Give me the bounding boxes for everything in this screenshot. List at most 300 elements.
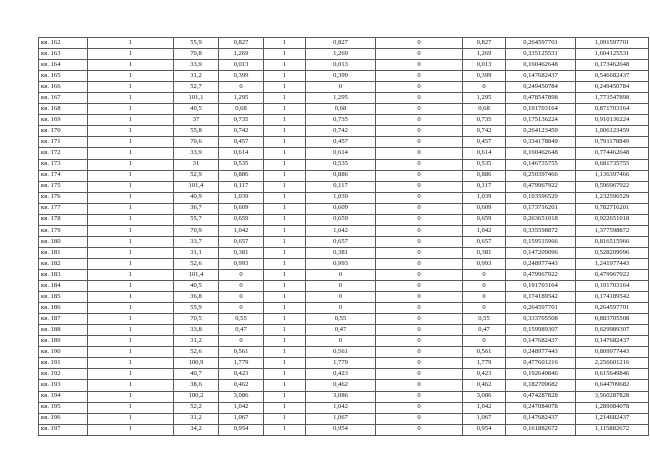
table-cell: 0 — [376, 49, 463, 60]
apartment-cell: кв. 178 — [39, 214, 88, 225]
table-cell: 0,247084078 — [506, 402, 576, 413]
table-cell: 1 — [88, 247, 174, 258]
table-cell: 0 — [219, 303, 264, 314]
table-cell: 1 — [88, 380, 174, 391]
table-cell: 1 — [264, 292, 306, 303]
apartment-cell: кв. 164 — [39, 60, 88, 71]
table-cell: 0,774462648 — [576, 148, 649, 159]
table-cell: 1 — [264, 104, 306, 115]
table-cell: 0,954 — [463, 424, 506, 435]
table-cell: 1 — [88, 93, 174, 104]
table-cell: 1,779 — [219, 358, 264, 369]
table-row — [39, 115, 649, 126]
table-cell: 33,7 — [174, 236, 219, 247]
table-cell: 0,735 — [306, 115, 376, 126]
table-cell: 1,269 — [219, 49, 264, 60]
table-cell: 0,886 — [463, 170, 506, 181]
table-cell: 1 — [88, 325, 174, 336]
table-cell: 0 — [219, 281, 264, 292]
table-cell: 0,644709682 — [576, 380, 649, 391]
table-cell: 0 — [376, 258, 463, 269]
table-cell: 0,462 — [219, 380, 264, 391]
table-cell: 0,160462648 — [506, 148, 576, 159]
table-cell: 0 — [376, 38, 463, 49]
apartment-cell: кв. 171 — [39, 137, 88, 148]
table-cell: 0,174189542 — [506, 292, 576, 303]
table-cell: 0,657 — [306, 236, 376, 247]
table-cell: 0,173462648 — [576, 60, 649, 71]
table-cell: 1 — [264, 82, 306, 93]
table-cell: 3,086 — [219, 391, 264, 402]
table-cell: 0,47 — [219, 325, 264, 336]
table-cell: 0,68 — [219, 104, 264, 115]
table-cell: 1,042 — [306, 225, 376, 236]
table-cell: 0,117 — [219, 181, 264, 192]
table-cell: 70,5 — [174, 314, 219, 325]
table-cell: 0,335598872 — [506, 225, 576, 236]
table-row — [39, 60, 649, 71]
table-cell: 36,8 — [174, 292, 219, 303]
table-cell: 0,264597701 — [576, 303, 649, 314]
table-cell: 0,681735755 — [576, 159, 649, 170]
table-cell: 0 — [219, 336, 264, 347]
table-row — [39, 380, 649, 391]
table-cell: 0,809977443 — [576, 347, 649, 358]
table-cell: 0 — [376, 247, 463, 258]
table-cell: 1 — [88, 192, 174, 203]
table-cell: 101,1 — [174, 93, 219, 104]
table-cell: 31,1 — [174, 247, 219, 258]
table-row — [39, 303, 649, 314]
table-cell: 0,147682437 — [576, 336, 649, 347]
apartment-cell: кв. 180 — [39, 236, 88, 247]
table-cell: 0,263651018 — [506, 214, 576, 225]
table-cell: 0 — [376, 181, 463, 192]
table-cell: 1 — [88, 336, 174, 347]
table-cell: 0,615649846 — [576, 369, 649, 380]
table-cell: 0,993 — [463, 258, 506, 269]
table-cell: 0,742 — [306, 126, 376, 137]
table-cell: 1 — [264, 258, 306, 269]
table-cell: 0 — [463, 303, 506, 314]
table-cell: 0,657 — [463, 236, 506, 247]
table-cell: 0,609 — [219, 203, 264, 214]
table-cell: 1 — [264, 358, 306, 369]
table-cell: 1,042 — [463, 225, 506, 236]
table-cell: 0 — [306, 281, 376, 292]
table-cell: 0,333705508 — [506, 314, 576, 325]
table-cell: 1 — [88, 38, 174, 49]
table-cell: 1 — [264, 303, 306, 314]
table-cell: 70,9 — [174, 225, 219, 236]
table-cell: 0 — [376, 214, 463, 225]
table-cell: 0 — [376, 424, 463, 435]
apartment-cell: кв. 168 — [39, 104, 88, 115]
table-cell: 1 — [264, 281, 306, 292]
table-cell: 0,614 — [463, 148, 506, 159]
table-cell: 0 — [376, 303, 463, 314]
apartment-cell: кв. 175 — [39, 181, 88, 192]
table-cell: 1,042 — [306, 402, 376, 413]
table-cell: 1 — [264, 159, 306, 170]
table-cell: 0,479967922 — [506, 181, 576, 192]
table-row — [39, 292, 649, 303]
table-row — [39, 358, 649, 369]
table-cell: 1 — [88, 347, 174, 358]
table-cell: 1 — [264, 71, 306, 82]
table-cell: 1 — [88, 126, 174, 137]
table-cell: 0 — [219, 269, 264, 280]
apartment-cell: кв. 189 — [39, 336, 88, 347]
table-cell: 2,256601216 — [576, 358, 649, 369]
apartment-cell: кв. 196 — [39, 413, 88, 424]
table-cell: 0,609 — [463, 203, 506, 214]
table-cell: 0,816515966 — [576, 236, 649, 247]
table-row — [39, 236, 649, 247]
table-cell: 0,886 — [219, 170, 264, 181]
table-cell: 0,147209096 — [506, 247, 576, 258]
apartment-cell: кв. 165 — [39, 71, 88, 82]
table-cell: 0,264123459 — [506, 126, 576, 137]
table-cell: 1 — [264, 148, 306, 159]
table-cell: 0,264597701 — [506, 38, 576, 49]
table-row — [39, 336, 649, 347]
table-cell: 1 — [88, 82, 174, 93]
apartment-cell: кв. 176 — [39, 192, 88, 203]
table-cell: 0,68 — [463, 104, 506, 115]
table-cell: 0 — [376, 93, 463, 104]
table-cell: 0 — [376, 104, 463, 115]
table-cell: 1,289084078 — [576, 402, 649, 413]
table-cell: 1 — [88, 236, 174, 247]
table-row — [39, 402, 649, 413]
data-table — [38, 37, 649, 436]
table-cell: 1,377598872 — [576, 225, 649, 236]
apartment-cell: кв. 169 — [39, 115, 88, 126]
table-cell: 0,423 — [306, 369, 376, 380]
table-cell: 55,9 — [174, 38, 219, 49]
table-cell: 1 — [264, 325, 306, 336]
table-cell: 100,9 — [174, 358, 219, 369]
table-cell: 0,159515966 — [506, 236, 576, 247]
table-cell: 0,609 — [306, 203, 376, 214]
table-cell: 0 — [376, 402, 463, 413]
table-cell: 0 — [376, 358, 463, 369]
table-cell: 1,269 — [306, 49, 376, 60]
table-cell: 1 — [264, 247, 306, 258]
table-cell: 31,2 — [174, 413, 219, 424]
table-cell: 1,006123459 — [576, 126, 649, 137]
table-cell: 1 — [88, 115, 174, 126]
apartment-cell: кв. 177 — [39, 203, 88, 214]
table-cell: 0,993 — [219, 258, 264, 269]
table-cell: 101,4 — [174, 181, 219, 192]
table-cell: 3,086 — [306, 391, 376, 402]
apartment-cell: кв. 179 — [39, 225, 88, 236]
table-cell: 0,561 — [306, 347, 376, 358]
table-cell: 1 — [264, 93, 306, 104]
table-cell: 0 — [376, 292, 463, 303]
table-cell: 1,039 — [219, 192, 264, 203]
table-row — [39, 369, 649, 380]
table-cell: 0,250397466 — [506, 170, 576, 181]
apartment-cell: кв. 181 — [39, 247, 88, 258]
table-cell: 0,457 — [306, 137, 376, 148]
apartment-cell: кв. 166 — [39, 82, 88, 93]
table-row — [39, 391, 649, 402]
table-cell: 0 — [376, 336, 463, 347]
table-cell: 0,161882672 — [506, 424, 576, 435]
table-cell: 0,474287828 — [506, 391, 576, 402]
table-cell: 1,779 — [306, 358, 376, 369]
table-cell: 52,6 — [174, 347, 219, 358]
apartment-cell: кв. 191 — [39, 358, 88, 369]
apartment-cell: кв. 167 — [39, 93, 88, 104]
table-cell: 0,457 — [219, 137, 264, 148]
table-cell: 1,773547898 — [576, 93, 649, 104]
apartment-cell: кв. 195 — [39, 402, 88, 413]
table-cell: 0,629989307 — [576, 325, 649, 336]
table-cell: 52,7 — [174, 82, 219, 93]
table-cell: 33,9 — [174, 60, 219, 71]
apartment-cell: кв. 190 — [39, 347, 88, 358]
table-cell: 1 — [88, 104, 174, 115]
table-cell: 1 — [264, 413, 306, 424]
table-cell: 1,269 — [463, 49, 506, 60]
table-cell: 1 — [88, 303, 174, 314]
table-row — [39, 214, 649, 225]
table-cell: 1 — [264, 347, 306, 358]
table-cell: 1,067 — [463, 413, 506, 424]
table-row — [39, 49, 649, 60]
table-cell: 0 — [376, 71, 463, 82]
table-cell: 0 — [376, 137, 463, 148]
table-cell: 1 — [264, 115, 306, 126]
table-cell: 33,9 — [174, 148, 219, 159]
table-cell: 0,535 — [219, 159, 264, 170]
table-cell: 52,9 — [174, 170, 219, 181]
table-cell: 1 — [88, 159, 174, 170]
table-cell: 1 — [88, 181, 174, 192]
table-cell: 0 — [376, 115, 463, 126]
table-cell: 1 — [264, 49, 306, 60]
table-cell: 0,954 — [219, 424, 264, 435]
table-cell: 0,117 — [306, 181, 376, 192]
table-row — [39, 93, 649, 104]
table-cell: 1,042 — [463, 402, 506, 413]
table-cell: 0,462 — [463, 380, 506, 391]
table-row — [39, 247, 649, 258]
table-cell: 0 — [376, 60, 463, 71]
table-cell: 52,6 — [174, 258, 219, 269]
table-cell: 40,7 — [174, 369, 219, 380]
table-cell: 0,827 — [306, 38, 376, 49]
table-cell: 0,479967922 — [506, 269, 576, 280]
table-cell: 0,117 — [463, 181, 506, 192]
table-cell: 1 — [88, 49, 174, 60]
table-row — [39, 413, 649, 424]
table-cell: 1 — [264, 236, 306, 247]
table-cell: 0,735 — [219, 115, 264, 126]
table-row — [39, 281, 649, 292]
table-cell: 1 — [88, 225, 174, 236]
table-cell: 0,479967922 — [576, 269, 649, 280]
table-cell: 1 — [88, 358, 174, 369]
table-cell: 1 — [264, 402, 306, 413]
table-cell: 0,191703164 — [506, 281, 576, 292]
table-cell: 1 — [264, 214, 306, 225]
table-row — [39, 38, 649, 49]
table-cell: 1 — [88, 137, 174, 148]
table-cell: 0,249450784 — [506, 82, 576, 93]
table-cell: 0,596967922 — [576, 181, 649, 192]
table-cell: 0,657 — [219, 236, 264, 247]
table-cell: 1 — [264, 336, 306, 347]
table-cell: 1 — [88, 391, 174, 402]
table-cell: 0,457 — [463, 137, 506, 148]
table-row — [39, 181, 649, 192]
table-cell: 0,160462648 — [506, 60, 576, 71]
table-cell: 0,55 — [463, 314, 506, 325]
table-cell: 0 — [376, 380, 463, 391]
table-cell: 55,9 — [174, 303, 219, 314]
table-cell: 0,423 — [463, 369, 506, 380]
table-cell: 0,147682437 — [506, 71, 576, 82]
apartment-cell: кв. 194 — [39, 391, 88, 402]
table-cell: 0 — [306, 292, 376, 303]
table-cell: 0,159989307 — [506, 325, 576, 336]
table-row — [39, 137, 649, 148]
table-row — [39, 225, 649, 236]
table-cell: 0 — [306, 82, 376, 93]
apartment-cell: кв. 188 — [39, 325, 88, 336]
table-cell: 0,535 — [306, 159, 376, 170]
table-cell: 55,8 — [174, 126, 219, 137]
table-cell: 0,477601216 — [506, 358, 576, 369]
table-cell: 0,175136224 — [506, 115, 576, 126]
apartment-cell: кв. 184 — [39, 281, 88, 292]
table-cell: 0,659 — [463, 214, 506, 225]
table-cell: 0,791178849 — [576, 137, 649, 148]
table-cell: 0,954 — [306, 424, 376, 435]
table-row — [39, 314, 649, 325]
table-cell: 1,295 — [463, 93, 506, 104]
table-row — [39, 424, 649, 435]
table-row — [39, 159, 649, 170]
table-cell: 1,091597701 — [576, 38, 649, 49]
table-cell: 0 — [306, 303, 376, 314]
table-cell: 1,067 — [219, 413, 264, 424]
table-cell: 1 — [88, 314, 174, 325]
table-cell: 1,241977443 — [576, 258, 649, 269]
table-cell: 0 — [376, 192, 463, 203]
table-cell: 1 — [88, 424, 174, 435]
table-cell: 0,55 — [219, 314, 264, 325]
table-row — [39, 203, 649, 214]
table-cell: 1 — [264, 391, 306, 402]
table-cell: 1,604125531 — [576, 49, 649, 60]
table-cell: 0,147682437 — [506, 336, 576, 347]
table-cell: 1,295 — [219, 93, 264, 104]
table-row — [39, 347, 649, 358]
table-cell: 0,399 — [219, 71, 264, 82]
table-row — [39, 71, 649, 82]
table-cell: 0 — [376, 236, 463, 247]
table-cell: 0,399 — [463, 71, 506, 82]
table-cell: 1 — [264, 192, 306, 203]
apartment-cell: кв. 163 — [39, 49, 88, 60]
table-cell: 1 — [264, 181, 306, 192]
table-cell: 3,086 — [463, 391, 506, 402]
table-cell: 40,9 — [174, 192, 219, 203]
table-cell: 0 — [376, 347, 463, 358]
table-cell: 40,5 — [174, 104, 219, 115]
table-cell: 31 — [174, 159, 219, 170]
table-cell: 100,2 — [174, 391, 219, 402]
table-row — [39, 126, 649, 137]
table-row — [39, 258, 649, 269]
table-cell: 0 — [376, 170, 463, 181]
table-cell: 0,922651018 — [576, 214, 649, 225]
table-cell: 1 — [264, 38, 306, 49]
table-cell: 0,47 — [463, 325, 506, 336]
table-cell: 34,2 — [174, 424, 219, 435]
table-row — [39, 269, 649, 280]
table-cell: 0,535 — [463, 159, 506, 170]
table-cell: 1 — [88, 413, 174, 424]
table-cell: 1 — [88, 258, 174, 269]
table-cell: 1 — [88, 148, 174, 159]
table-cell: 1 — [88, 369, 174, 380]
table-cell: 0,174189542 — [576, 292, 649, 303]
apartment-cell: кв. 197 — [39, 424, 88, 435]
table-cell: 0,248977443 — [506, 258, 576, 269]
table-row — [39, 82, 649, 93]
table-cell: 0,182709682 — [506, 380, 576, 391]
apartment-cell: кв. 185 — [39, 292, 88, 303]
table-cell: 0,871703164 — [576, 104, 649, 115]
table-cell: 1,042 — [219, 225, 264, 236]
apartment-cell: кв. 174 — [39, 170, 88, 181]
table-cell: 0,381 — [219, 247, 264, 258]
table-cell: 0 — [376, 413, 463, 424]
table-row — [39, 170, 649, 181]
table-cell: 0 — [376, 82, 463, 93]
table-cell: 0 — [463, 281, 506, 292]
table-cell: 0,742 — [463, 126, 506, 137]
table-row — [39, 192, 649, 203]
table-cell: 1 — [264, 170, 306, 181]
table-cell: 70,6 — [174, 137, 219, 148]
table-cell: 0,334178849 — [506, 137, 576, 148]
table-cell: 0,993 — [306, 258, 376, 269]
table-cell: 0 — [376, 203, 463, 214]
table-cell: 0,614 — [219, 148, 264, 159]
table-cell: 1,042 — [219, 402, 264, 413]
table-cell: 0 — [376, 148, 463, 159]
table-cell: 36,7 — [174, 203, 219, 214]
apartment-cell: кв. 162 — [39, 38, 88, 49]
table-cell: 52,2 — [174, 402, 219, 413]
table-cell: 0 — [463, 292, 506, 303]
table-cell: 0,742 — [219, 126, 264, 137]
table-cell: 1 — [88, 170, 174, 181]
table-cell: 0 — [463, 336, 506, 347]
table-cell: 0,013 — [219, 60, 264, 71]
table-cell: 0,528209096 — [576, 247, 649, 258]
table-cell: 55,7 — [174, 214, 219, 225]
table-cell: 0 — [219, 292, 264, 303]
